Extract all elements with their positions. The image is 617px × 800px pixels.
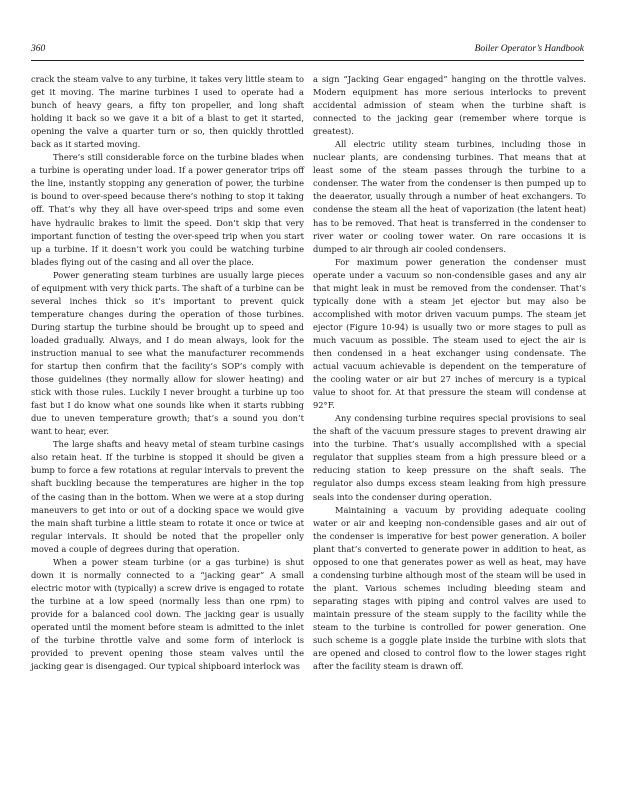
paragraph: Any condensing turbine requires special provisions to seal the shaft of the vacuum pressure stages to prevent drawing air into the turbine. That’s usually accomplished with a special regulator that supplies steam from a high pressure bleed or a reducing station to keep pressure on the shaft seals. The regulator also dumps excess steam leaking from high pressure seals into the condenser during operation.	[313, 413, 586, 502]
left-column	[31, 73, 304, 673]
paragraph: crack the steam valve to any turbine, it takes very little steam to get it moving. The marine turbines I used to operate had a bunch of heavy gears, a fifty ton propeller, and long shaft holding it back so we gave it a bit of a blast to get it started, opening the valve a quarter turn or so, then quickly throttled back as it started moving.	[31, 74, 304, 150]
paragraph: For maximum power generation the condenser must operate under a vacuum so non-condensible gases and any air that might leak in must be removed from the condenser. That’s typically done with a steam jet ejector but may also be accomplished with motor driven vacuum pumps. The steam jet ejector (Figure 10-94) is usually two or more stages to pull as much vacuum as possible. The steam used to eject the air is then condensed in a heat exchanger using condensate. The actual vacuum achievable is dependent on the temperature of the cooling water or air but 27 inches of mercury is a typical value to shoot for. At that pressure the steam will condense at 92°F.	[313, 256, 586, 411]
running-header	[31, 44, 584, 58]
paragraph: When a power steam turbine (or a gas turbine) is shut down it is normally connected to a “jacking gear” A small electric motor with (typically) a screw drive is engaged to rotate the turbine at a low speed (normally less than one rpm) to provide for a balanced cool down. The jacking gear is usually operated until the moment before steam is admitted to the inlet of the turbine throttle valve and some form of interlock is provided to prevent opening those steam valves until the jacking gear is disengaged. Our typical shipboard interlock was	[31, 556, 304, 672]
paragraph: All electric utility steam turbines, including those in nuclear plants, are condensing turbines. That means that at least some of the steam passes through the turbine to a condenser. The water from the condenser is then pumped up to the deaerator, usually through a number of heat exchangers. To condense the steam all the heat of vaporization (the latent heat) has to be removed. That heat is transferred in the condenser to river water or cooling tower water. On rare occasions it is dumped to air through air cooled condensers.	[313, 139, 586, 254]
right-column	[313, 73, 586, 673]
book-title: Boiler Operator’s Handbook	[474, 44, 584, 54]
paragraph: The large shafts and heavy metal of steam turbine casings also retain heat. If the turbine is stopped it should be given a bump to force a few rotations at regular intervals to prevent the shaft buckling because the temperatures are higher in the top of the casing than in the bottom. When we were at a stop during maneuvers to get into or out of a docking space we would give the main shaft turbine a little steam to rotate it once or twice at regular intervals. It should be noted that the propeller only moved a couple of degrees during that operation.	[31, 439, 304, 554]
page-number: 360	[31, 44, 46, 54]
paragraph: a sign “Jacking Gear engaged” hanging on the throttle valves. Modern equipment has more serious interlocks to prevent accidental admission of steam when the turbine shaft is connected to the jacking gear (remember where torque is greatest).	[313, 74, 586, 137]
header-rule	[31, 60, 584, 61]
paragraph: Power generating steam turbines are usually large pieces of equipment with very thick parts. The shaft of a turbine can be several inches thick so it’s important to prevent quick temperature changes during the operation of those turbines. During startup the turbine should be brought up to speed and loaded gradually. Always, and I do mean always, look for the instruction manual to see what the manufacturer recommends for startup then confirm that the facility’s SOP’s comply with those guidelines (they normally allow for slower heating) and stick with those rules. Luckily I never brought a turbine up too fast but I do know what one sounds like when it starts rubbing due to uneven temperature growth; that’s a sound you don’t want to hear, ever.	[31, 269, 304, 437]
paragraph: There’s still considerable force on the turbine blades when a turbine is operating under load. If a power generator trips off the line, instantly stopping any generation of power, the turbine is bound to over-speed because there’s nothing to stop it taking off. That’s why they all have over-speed trips and some even have hydraulic brakes to limit the speed. Don’t skip that very important function of testing the over-speed trip when you start up a turbine. If it doesn’t work you could be watching turbine blades flying out of the casing and all over the place.	[31, 152, 304, 267]
paragraph: Maintaining a vacuum by providing adequate cooling water or air and keeping non-condensible gases and air out of the condenser is imperative for best power generation. A boiler plant that’s converted to generate power in addition to heat, as opposed to one that generates power as well as heat, may have a condensing turbine although most of the steam will be used in the plant. Various schemes including bleeding steam and separating stages with piping and control valves are used to maintain pressure of the steam supply to the facility while the steam to the turbine is controlled for power generation. One such scheme is a goggle plate inside the turbine with slots that are opened and closed to control flow to the lower stages right after the facility steam is drawn off.	[313, 504, 586, 672]
